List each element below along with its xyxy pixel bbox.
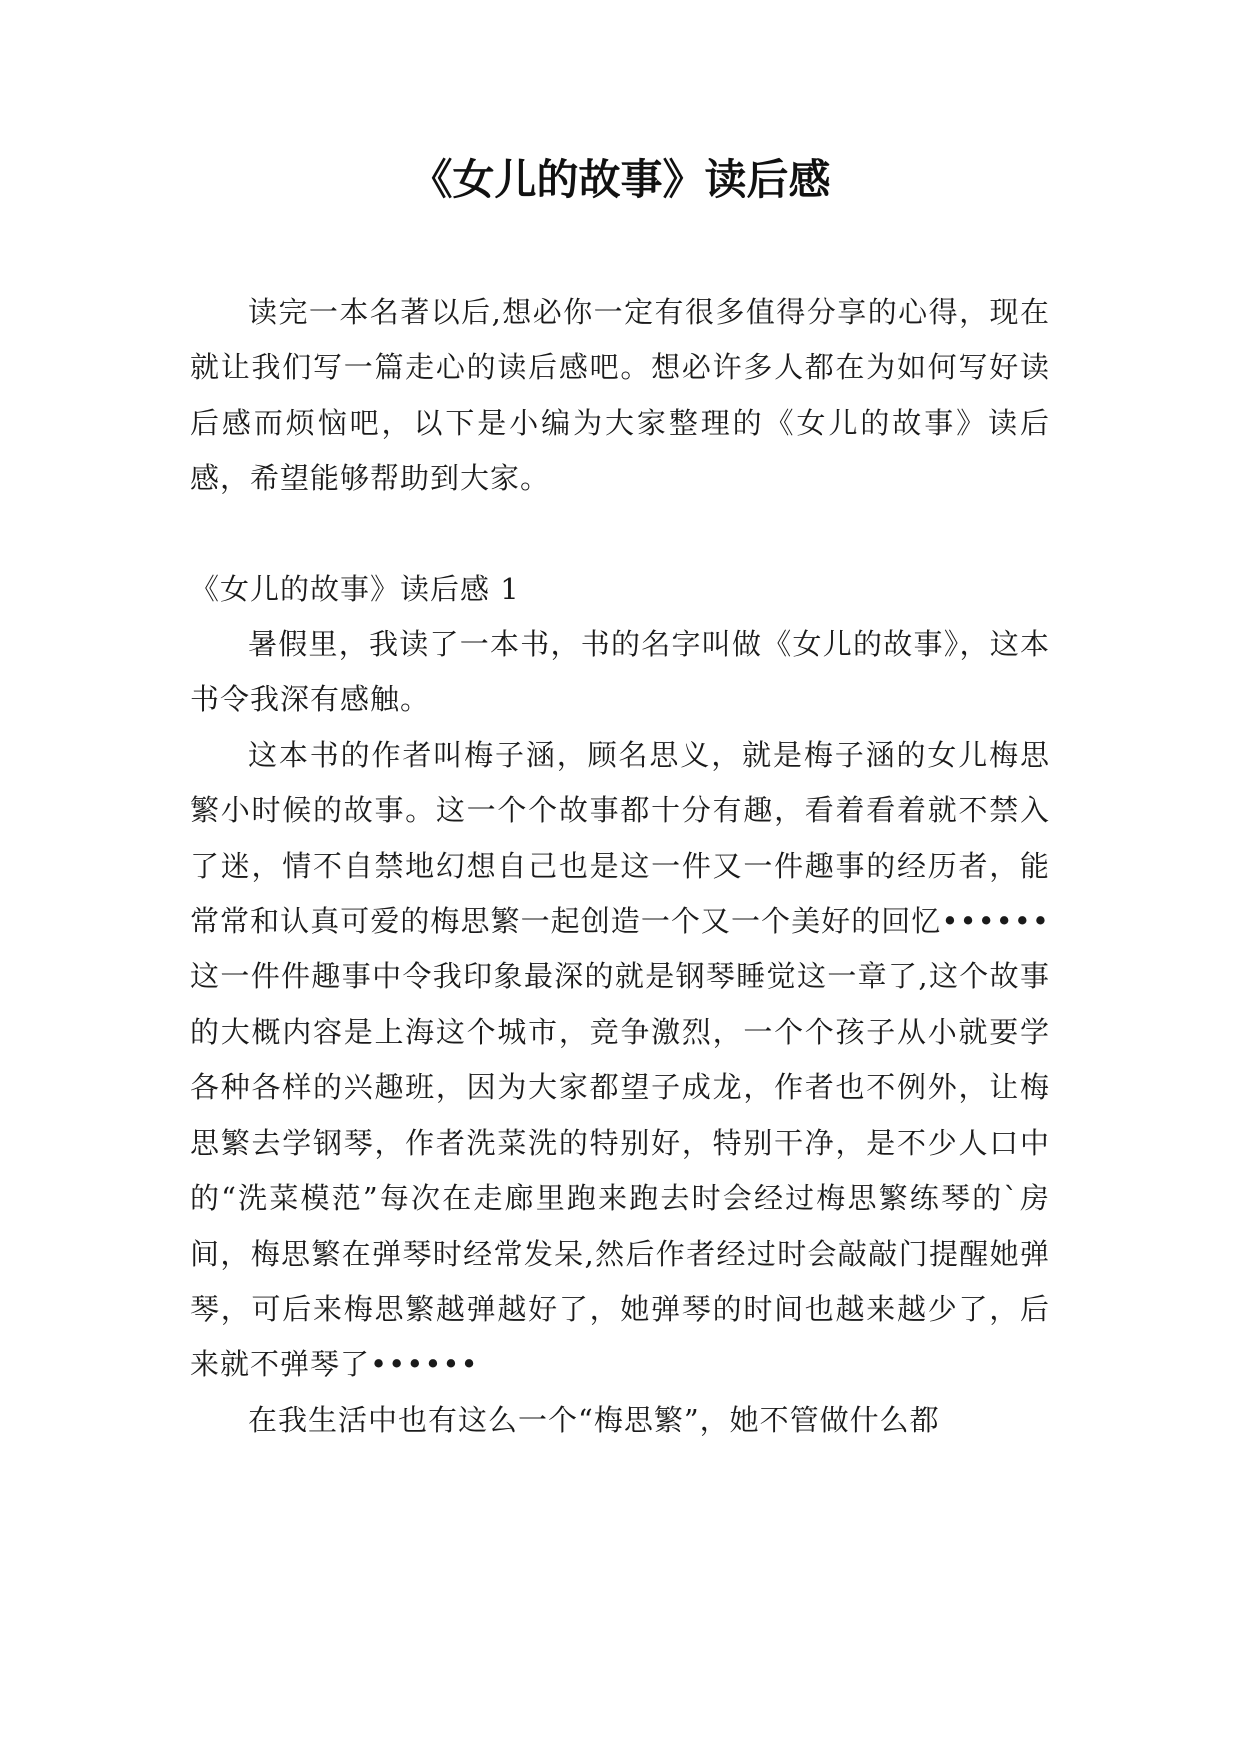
body-paragraph-3: 在我生活中也有这么一个“梅思繁”，她不管做什么都 [248, 1402, 940, 1437]
section-heading: 《女儿的故事》读后感 1 [190, 571, 520, 606]
body-paragraph-2: 这本书的作者叫梅子涵，顾名思义，就是梅子涵的女儿梅思繁小时候的故事。这一个个故事都十分有趣，看着看着就不禁入了迷，情不自禁地幻想自己也是这一件又一件趣事的经历者，能常常和认真可爱的梅思繁一起创造一个又一个美好的回忆••••••这一件件趣事中令我印象最深的就是钢琴睡觉这一章了,这个故事的大概内容是上海这个城市，竞争激烈，一个个孩子从小就要学各种各样的兴趣班，因为大家都望子成龙，作者也不例外，让梅思繁去学钢琴，作者洗菜洗的特别好，特别干净，是不少人口中的“洗菜模范”每次在走廊里跑来跑去时会经过梅思繁练琴的`房间，梅思繁在弹琴时经常发呆,然后作者经过时会敲敲门提醒她弹琴，可后来梅思繁越弹越好了，她弹琴的时间也越来越少了，后来就不弹琴了•••••• [190, 737, 1050, 1382]
document-body [190, 285, 1050, 1448]
intro-paragraph: 读完一本名著以后,想必你一定有很多值得分享的心得，现在就让我们写一篇走心的读后感吧。想必许多人都在为如何写好读后感而烦恼吧，以下是小编为大家整理的《女儿的故事》读后感，希望能够帮助到大家。 [190, 295, 1050, 496]
body-paragraph-1: 暑假里，我读了一本书，书的名字叫做《女儿的故事》，这本书令我深有感触。 [190, 627, 1050, 717]
document-title: 《女儿的故事》读后感 [410, 155, 831, 204]
